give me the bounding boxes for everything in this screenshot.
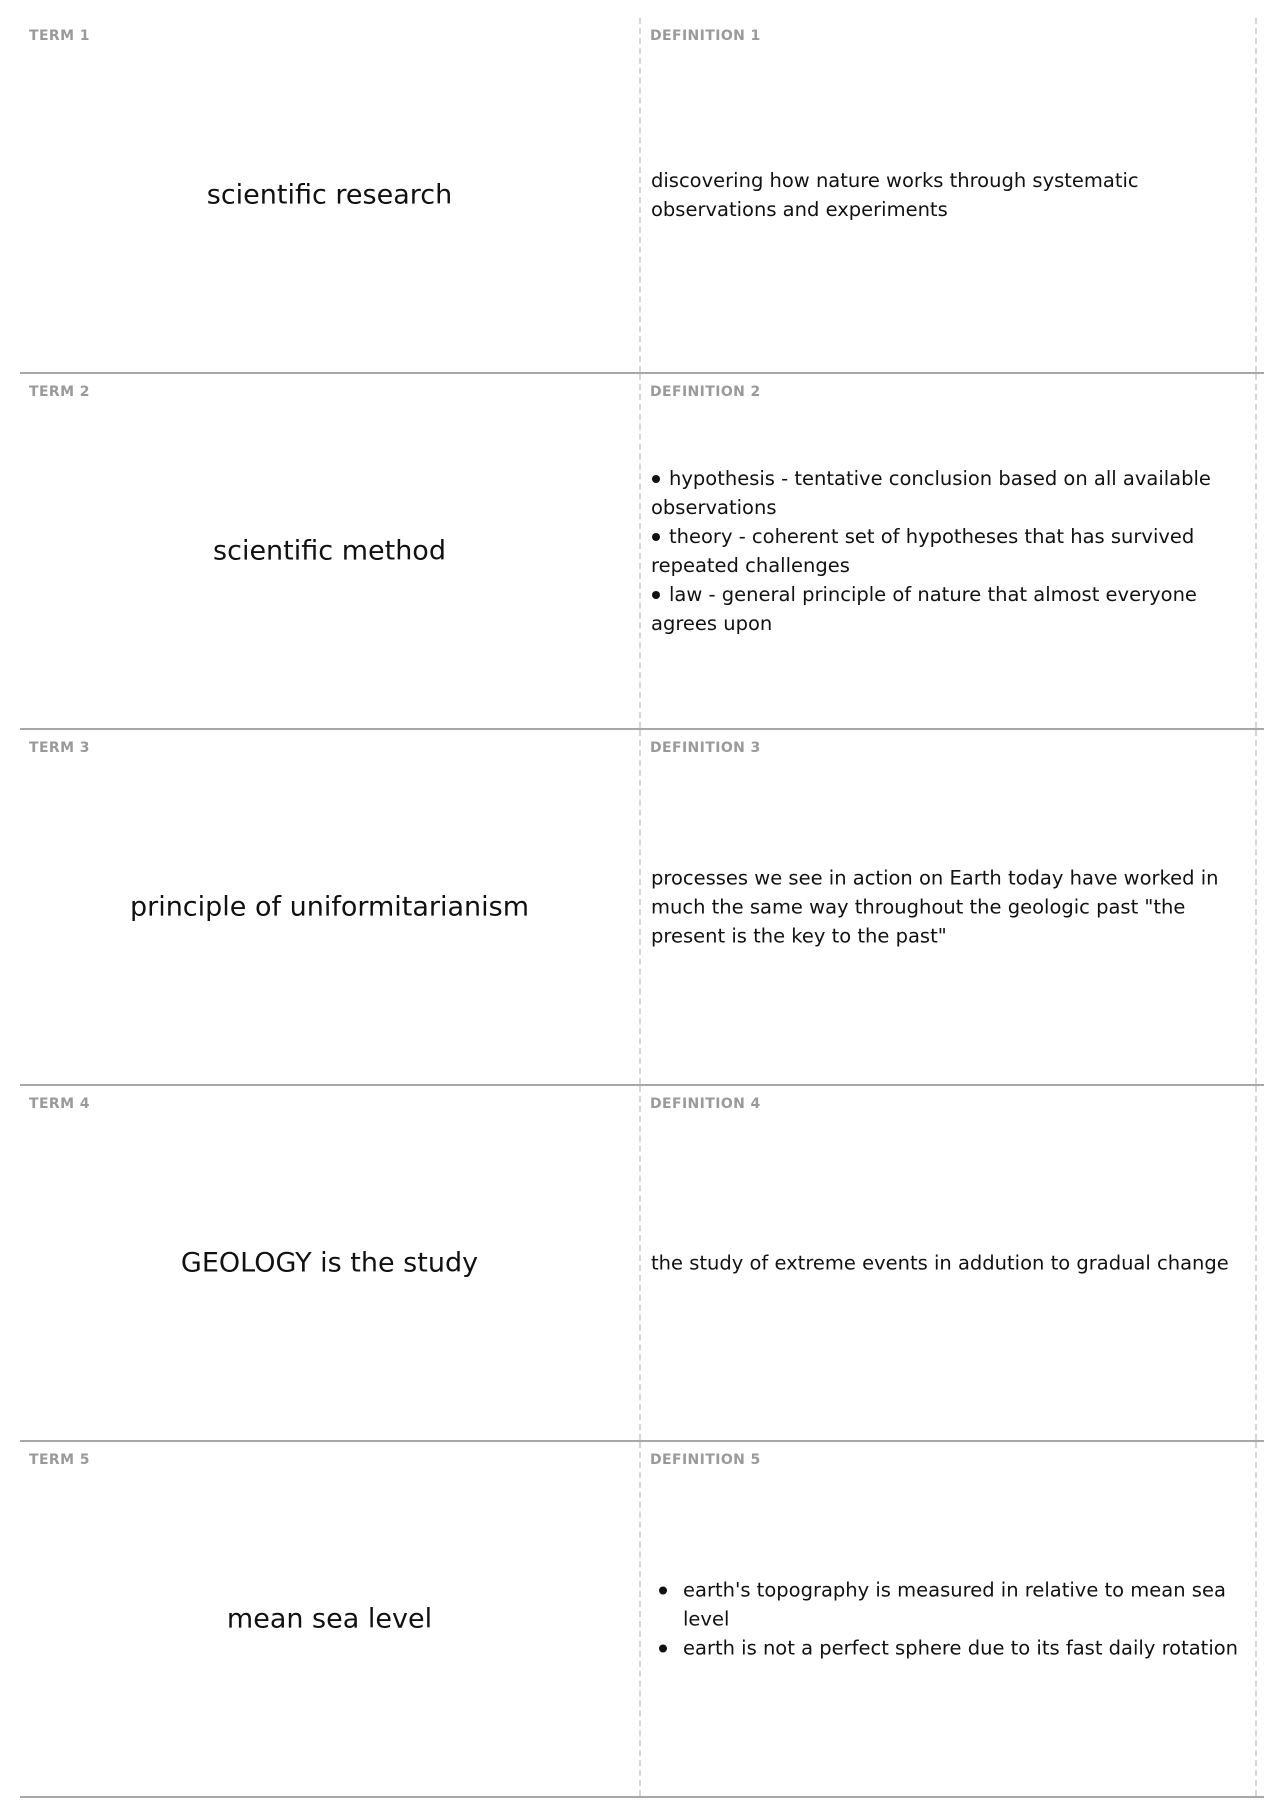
definition-cell	[641, 730, 1257, 1084]
definition-cell	[641, 18, 1257, 372]
flashcard-row	[20, 18, 1264, 374]
bullet-icon	[652, 475, 660, 483]
definition-item: earth is not a perfect sphere due to its fast daily rotation	[683, 1634, 1241, 1663]
definition-paragraph: the study of extreme events in addution to gradual change	[651, 1251, 1229, 1275]
flashcard-row	[20, 1086, 1264, 1442]
definition-text	[651, 864, 1241, 951]
definition-item-text: law - general principle of nature that almost everyone agrees upon	[651, 583, 1197, 635]
definition-paragraph: discovering how nature works through systematic observations and experiments	[651, 169, 1139, 221]
definition-text	[651, 166, 1241, 224]
definition-item	[651, 464, 1241, 522]
term-label: TERM 3	[29, 740, 90, 756]
definition-label: DEFINITION 5	[650, 1452, 761, 1468]
definition-cell	[641, 1086, 1257, 1440]
definition-paragraph: processes we see in action on Earth today have worked in much the same way throughout the geologic past "the present is the key to the past"	[651, 866, 1219, 948]
definition-cell	[641, 374, 1257, 728]
term-cell	[20, 1442, 641, 1796]
definition-item	[651, 522, 1241, 580]
term-text: scientific research	[206, 179, 453, 211]
definition-item	[651, 580, 1241, 638]
definition-list	[651, 1576, 1241, 1663]
flashcard-row	[20, 730, 1264, 1086]
definition-label: DEFINITION 3	[650, 740, 761, 756]
definition-list	[651, 464, 1241, 638]
bullet-icon	[652, 591, 660, 599]
definition-label: DEFINITION 1	[650, 28, 761, 44]
definition-label: DEFINITION 2	[650, 384, 761, 400]
definition-cell	[641, 1442, 1257, 1796]
term-cell	[20, 18, 641, 372]
term-label: TERM 5	[29, 1452, 90, 1468]
definition-item-text: theory - coherent set of hypotheses that has survived repeated challenges	[651, 525, 1195, 577]
term-label: TERM 1	[29, 28, 90, 44]
bullet-icon	[652, 533, 660, 541]
term-text: scientific method	[213, 535, 446, 567]
flashcard-row	[20, 374, 1264, 730]
definition-label: DEFINITION 4	[650, 1096, 761, 1112]
term-cell	[20, 374, 641, 728]
flashcard-sheet	[20, 18, 1264, 1798]
term-label: TERM 4	[29, 1096, 90, 1112]
definition-item: earth's topography is measured in relative to mean sea level	[683, 1576, 1241, 1634]
term-text: principle of uniformitarianism	[129, 891, 530, 923]
term-cell	[20, 1086, 641, 1440]
term-label: TERM 2	[29, 384, 90, 400]
flashcard-row	[20, 1442, 1264, 1798]
definition-text	[651, 1249, 1241, 1278]
term-text: GEOLOGY is the study	[180, 1247, 479, 1279]
term-cell	[20, 730, 641, 1084]
bullet-list	[651, 1576, 1241, 1663]
definition-item-text: hypothesis - tentative conclusion based on all available observations	[651, 467, 1211, 519]
term-text: mean sea level	[226, 1603, 433, 1635]
